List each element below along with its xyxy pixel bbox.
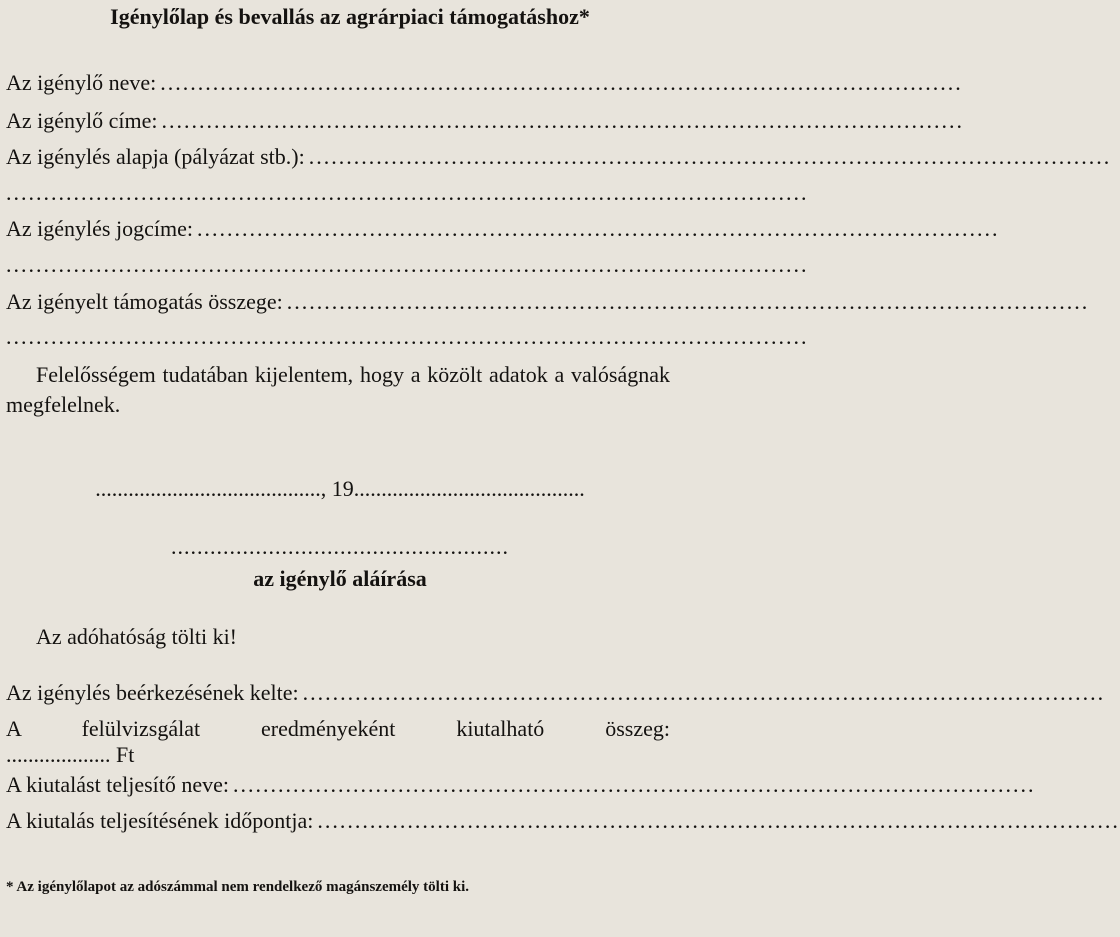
date-line: ........................................., 19..........................................: [95, 476, 585, 501]
payment-date-label: A kiutalás teljesítésének időpontja:: [6, 808, 314, 833]
legal-title-continuation-line: [6, 250, 809, 280]
payer-name-dots: ...........................................................................................................: [233, 772, 1036, 797]
payment-date-line: [6, 806, 1120, 836]
declaration-paragraph: Felelősségem tudatában kijelentem, hogy a közölt adatok a valóságnak megfelelnek.: [6, 362, 670, 417]
basis-field-label: Az igénylés alapja (pályázat stb.):: [6, 144, 305, 169]
amount-field-line: [6, 287, 1090, 317]
basis-continuation-dots: ...........................................................................................................: [6, 180, 809, 205]
basis-field-line: [6, 142, 1112, 172]
amount-continuation-line: [6, 322, 809, 352]
amount-field-dots: ...........................................................................................................: [286, 289, 1090, 314]
address-field-line: [6, 106, 965, 136]
payable-amount-value-line: [6, 740, 670, 770]
payment-date-dots: ...........................................................................................................: [317, 808, 1120, 833]
name-field-line: [6, 68, 963, 98]
amount-field-label: Az igényelt támogatás összege:: [6, 289, 283, 314]
legal-title-continuation-dots: ...........................................................................................................: [6, 252, 809, 277]
received-date-line: [6, 678, 1106, 708]
legal-title-field-dots: ...........................................................................................................: [196, 216, 1000, 241]
payable-amount-label: A felülvizsgálat eredményeként kiutalható összeg:: [6, 716, 670, 741]
address-field-dots: ...........................................................................................................: [161, 108, 965, 133]
payable-amount-dots-ft: ................... Ft: [6, 742, 135, 767]
basis-field-dots: ...........................................................................................................: [308, 144, 1112, 169]
tax-office-heading: Az adóhatóság tölti ki!: [36, 624, 238, 649]
legal-title-field-line: [6, 214, 1000, 244]
footnote: * Az igénylőlapot az adószámmal nem rendelkező magánszemély tölti ki.: [6, 879, 470, 895]
signature-dots: ....................................................: [171, 534, 509, 559]
basis-continuation-line: [6, 178, 809, 208]
legal-title-field-label: Az igénylés jogcíme:: [6, 216, 193, 241]
payer-name-label: A kiutalást teljesítő neve:: [6, 772, 230, 797]
address-field-label: Az igénylő címe:: [6, 108, 158, 133]
name-field-dots: ...........................................................................................................: [160, 70, 963, 95]
form-title: Igénylőlap és bevallás az agrárpiaci támogatáshoz*: [110, 4, 590, 29]
received-date-dots: ...........................................................................................................: [302, 680, 1106, 705]
signature-label: az igénylő aláírása: [253, 566, 427, 591]
payer-name-line: [6, 770, 1036, 800]
name-field-label: Az igénylő neve:: [6, 70, 157, 95]
amount-continuation-dots: ...........................................................................................................: [6, 324, 809, 349]
received-date-label: Az igénylés beérkezésének kelte:: [6, 680, 299, 705]
